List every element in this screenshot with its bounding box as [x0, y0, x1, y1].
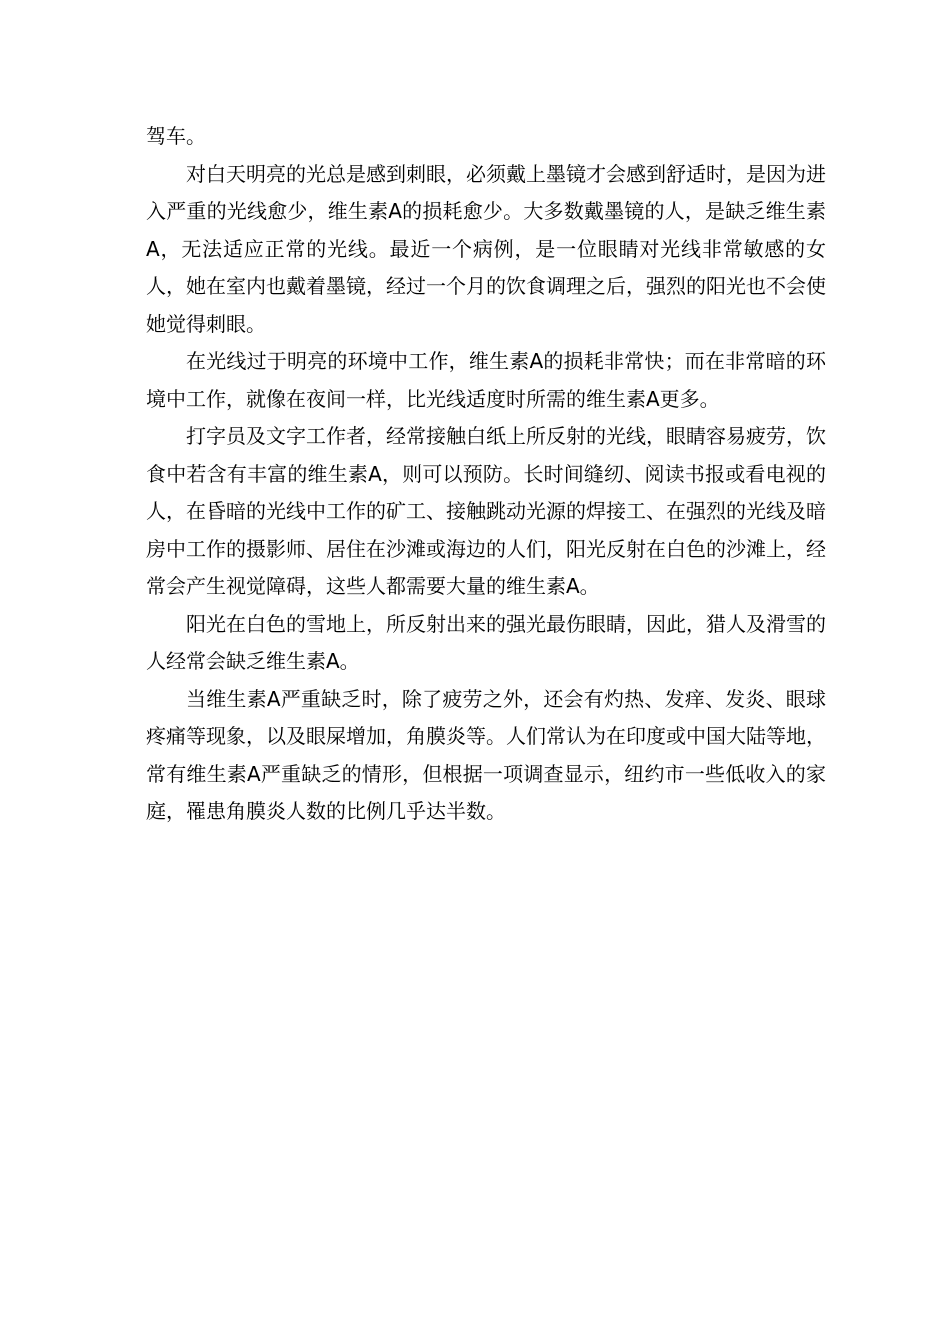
paragraph-occupations: 打字员及文字工作者，经常接触白纸上所反射的光线，眼睛容易疲劳，饮食中若含有丰富的维生素A，则可以预防。长时间缝纫、阅读书报或看电视的人，在昏暗的光线中工作的矿工、接触跳动光源的焊接工、在强烈的光线及暗房中工作的摄影师、居住在沙滩或海边的人们，阳光反射在白色的沙滩上，经常会产生视觉障碍，这些人都需要大量的维生素A。 — [146, 424, 826, 598]
paragraph-sunglasses: 对白天明亮的光总是感到刺眼，必须戴上墨镜才会感到舒适时，是因为进入严重的光线愈少，维生素A的损耗愈少。大多数戴墨镜的人，是缺乏维生素A，无法适应正常的光线。最近一个病例，是一位眼睛对光线非常敏感的女人，她在室内也戴着墨镜，经过一个月的饮食调理之后，强烈的阳光也不会使她觉得刺眼。 — [146, 161, 826, 336]
paragraph-snow-glare: 阳光在白色的雪地上，所反射出来的强光最伤眼睛，因此，猎人及滑雪的人经常会缺乏维生素A。 — [146, 611, 826, 673]
paragraph-continuation: 驾车。 — [146, 124, 206, 148]
paragraph-severe-deficiency: 当维生素A严重缺乏时，除了疲劳之外，还会有灼热、发痒、发炎、眼球疼痛等现象，以及眼屎增加，角膜炎等。人们常认为在印度或中国大陆等地，常有维生素A严重缺乏的情形，但根据一项调查显示，纽约市一些低收入的家庭，罹患角膜炎人数的比例几乎达半数。 — [146, 686, 826, 823]
paragraph-bright-environment: 在光线过于明亮的环境中工作，维生素A的损耗非常快；而在非常暗的环境中工作，就像在夜间一样，比光线适度时所需的维生素A更多。 — [146, 349, 826, 411]
document-body — [146, 118, 826, 831]
